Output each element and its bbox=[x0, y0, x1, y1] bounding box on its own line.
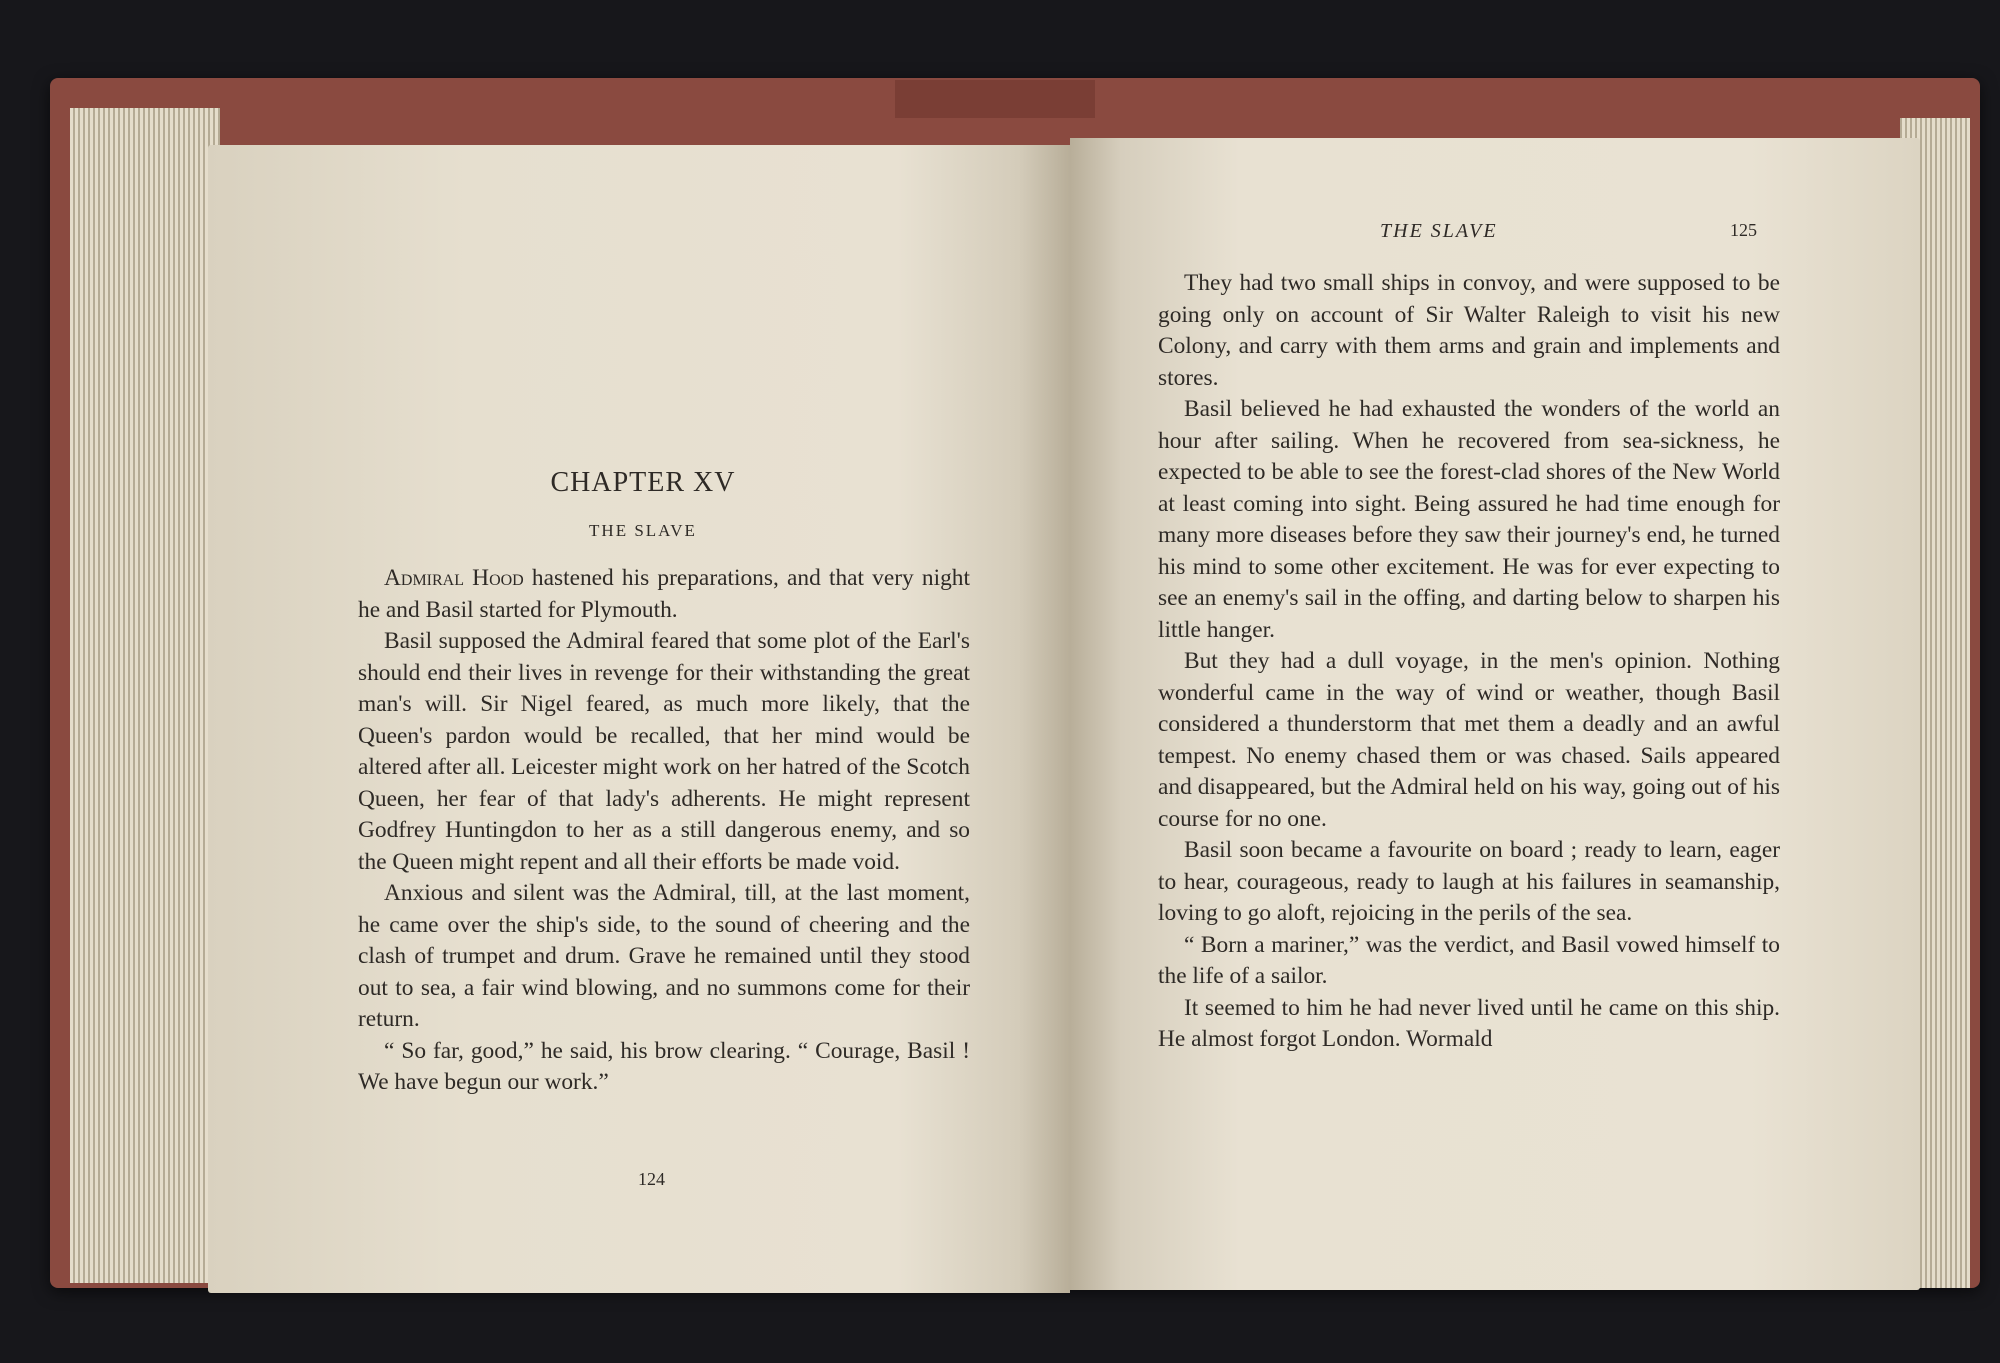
paragraph: Anxious and silent was the Admiral, till, at the last moment, he came over the ship's side, to the sound of cheering and the clash of trumpet and drum. Grave he remained until they stood out to sea, a fair wind blowing, and no summons come for their return. bbox=[358, 880, 970, 1032]
paragraph: “ So far, good,” he said, his brow clearing. “ Courage, Basil ! We have begun our work.” bbox=[358, 1037, 970, 1095]
page-number-right: 125 bbox=[1730, 220, 1757, 240]
left-page-text bbox=[358, 563, 970, 1099]
paragraph: “ Born a mariner,” was the verdict, and Basil vowed himself to the life of a sailor. bbox=[1158, 931, 1780, 989]
paragraph: It seemed to him he had never lived until he came on this ship. He almost forgot London. Wormald bbox=[1158, 994, 1780, 1052]
right-page-text bbox=[1158, 268, 1780, 1056]
page-edges-left bbox=[70, 108, 220, 1283]
left-page bbox=[208, 145, 1070, 1293]
paragraph bbox=[358, 563, 970, 626]
paragraph: They had two small ships in convoy, and were supposed to be going only on account of Sir Walter Raleigh to visit his new Colony, and carry with them arms and grain and implements and stores. bbox=[1158, 270, 1780, 391]
paragraph-text: hastened his preparations, and that very night he and Basil started for Plymouth. bbox=[358, 565, 970, 623]
paragraph: Basil believed he had exhausted the wonders of the world an hour after sailing. When he recovered from sea-sickness, he expected to be able to see the forest-clad shores of the New World at least coming into sight. Being assured he had time enough for many more diseases before they saw their journey's end, he turned his mind to some other excitement. He was for ever expecting to see an enemy's sail in the offing, and darting below to sharpen his little hanger. bbox=[1158, 396, 1780, 643]
chapter-subtitle: THE SLAVE bbox=[589, 521, 697, 540]
paragraph: But they had a dull voyage, in the men's opinion. Nothing wonderful came in the way of wind or weather, though Basil considered a thunderstorm that met them a deadly and an awful tempest. No enemy chased them or was chased. Sails appeared and disappeared, but the Admiral held on his way, going out of his course for no one. bbox=[1158, 648, 1780, 832]
paragraph: Basil supposed the Admiral feared that some plot of the Earl's should end their lives in revenge for their withstanding the great man's will. Sir Nigel feared, as much more likely, that the Queen's pardon would be recalled, that her mind would be altered after all. Leicester might work on her hatred of the Scotch Queen, her fear of that lady's adherents. He might represent Godfrey Huntingdon to her as a still dangerous enemy, and so the Queen might repent and all their efforts be made void. bbox=[358, 628, 970, 875]
chapter-title: CHAPTER XV bbox=[550, 467, 736, 498]
page-number-left: 124 bbox=[638, 1169, 665, 1189]
opening-small-caps: Admiral Hood bbox=[384, 565, 524, 591]
running-head: THE SLAVE bbox=[1380, 220, 1498, 242]
paragraph: Basil soon became a favourite on board ; ready to learn, eager to hear, courageous, ready to laugh at his failures in seamanship, loving to go aloft, rejoicing in the perils of the sea. bbox=[1158, 837, 1780, 926]
book-spine bbox=[895, 80, 1095, 118]
right-page bbox=[1070, 138, 1920, 1290]
